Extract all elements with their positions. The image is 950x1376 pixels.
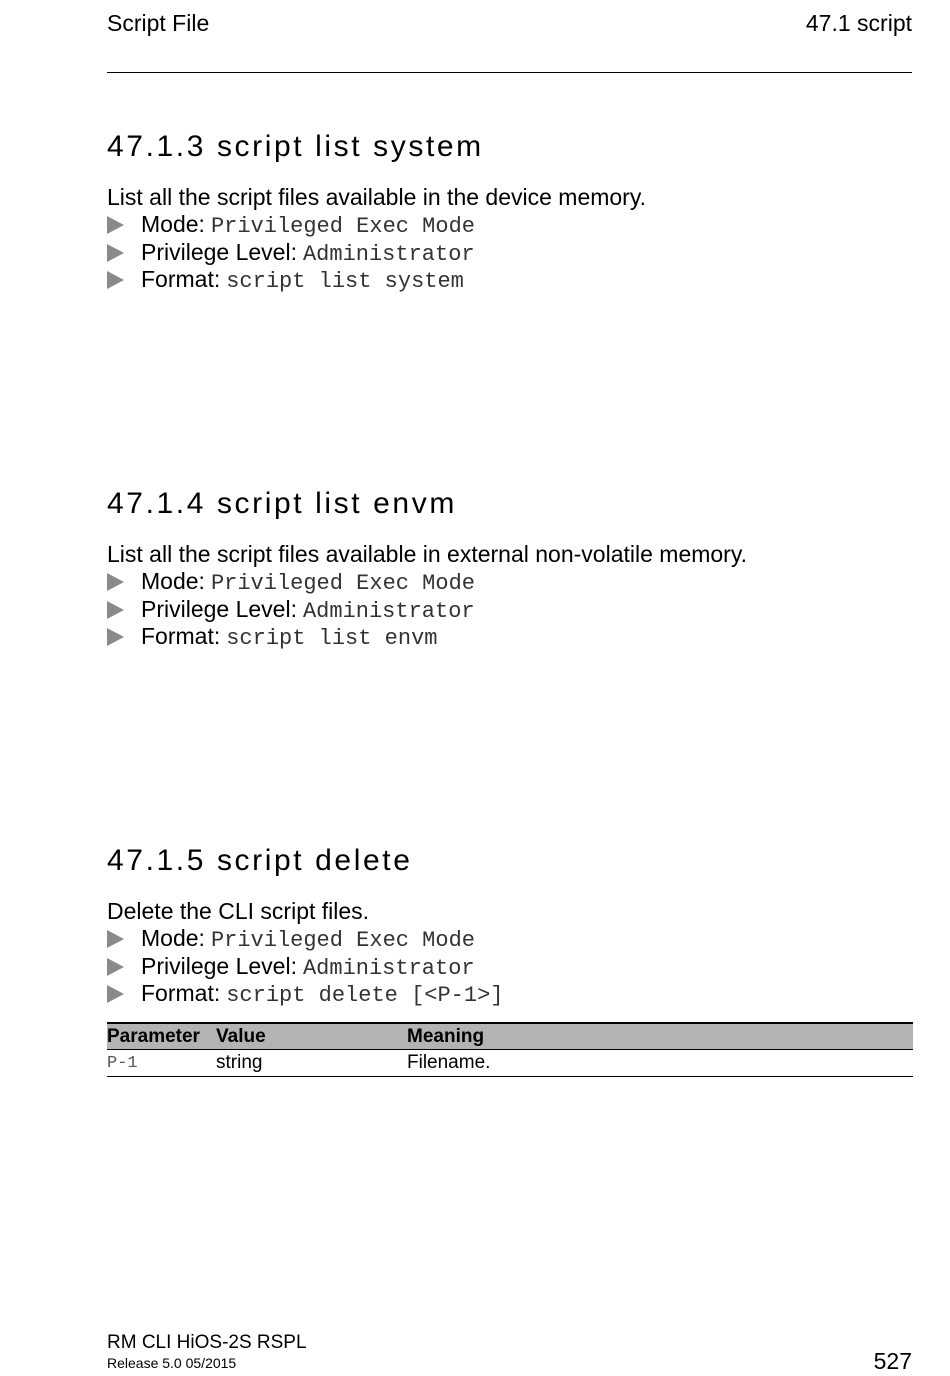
- triangle-bullet-icon: [107, 271, 124, 289]
- format-bullet: [107, 266, 912, 294]
- triangle-bullet-icon: [107, 216, 124, 234]
- mode-value: Privileged Exec Mode: [210, 928, 475, 953]
- document-title: RM CLI HiOS-2S RSPL: [107, 1332, 307, 1353]
- triangle-bullet-icon: [107, 628, 124, 646]
- format-bullet: [107, 623, 912, 651]
- privilege-label: Privilege Level:: [141, 238, 297, 265]
- mode-label: Mode:: [141, 568, 205, 594]
- privilege-value: Administrator: [302, 955, 475, 981]
- value-cell: string: [216, 1050, 407, 1077]
- triangle-bullet-icon: [107, 930, 124, 948]
- mode-value: Privileged Exec Mode: [210, 571, 475, 596]
- table-row: [107, 1050, 913, 1077]
- privilege-bullet: [107, 596, 912, 624]
- format-bullet: [107, 980, 912, 1008]
- header-divider: [107, 72, 912, 73]
- mode-label: Mode:: [141, 925, 205, 951]
- triangle-bullet-icon: [107, 244, 124, 262]
- triangle-bullet-icon: [107, 601, 124, 619]
- section-heading: 47.1.4 script list envm: [107, 487, 457, 520]
- section-description: List all the script files available in external non-volatile memory.: [107, 541, 748, 567]
- column-header-value: Value: [216, 1023, 407, 1050]
- table-header-row: [107, 1023, 913, 1050]
- format-label: Format:: [141, 623, 221, 649]
- privilege-bullet: [107, 239, 912, 267]
- parameter-cell: P-1: [107, 1050, 216, 1077]
- mode-value: Privileged Exec Mode: [210, 214, 475, 239]
- mode-label: Mode:: [141, 211, 205, 237]
- section-script-list-envm: [107, 486, 912, 651]
- privilege-bullet: [107, 953, 912, 981]
- section-heading: 47.1.5 script delete: [107, 844, 413, 877]
- section-script-list-system: [107, 129, 912, 294]
- triangle-bullet-icon: [107, 985, 124, 1003]
- section-script-delete: [107, 843, 912, 1008]
- format-value: script list system: [226, 269, 464, 294]
- triangle-bullet-icon: [107, 958, 124, 976]
- format-label: Format:: [141, 980, 221, 1006]
- privilege-label: Privilege Level:: [141, 595, 297, 622]
- privilege-value: Administrator: [302, 598, 475, 624]
- mode-bullet: [107, 568, 912, 596]
- format-value: script delete [<P-1>]: [226, 983, 504, 1008]
- release-info: Release 5.0 05/2015: [107, 1355, 237, 1371]
- column-header-meaning: Meaning: [407, 1023, 913, 1050]
- section-description: List all the script files available in the device memory.: [107, 184, 647, 210]
- page-number: 527: [873, 1348, 912, 1374]
- section-reference: 47.1 script: [805, 10, 912, 36]
- page-header: [107, 10, 912, 42]
- privilege-label: Privilege Level:: [141, 952, 297, 979]
- triangle-bullet-icon: [107, 573, 124, 591]
- section-heading: 47.1.3 script list system: [107, 130, 484, 163]
- format-label: Format:: [141, 266, 221, 292]
- privilege-value: Administrator: [302, 241, 475, 267]
- format-value: script list envm: [226, 626, 438, 651]
- section-description: Delete the CLI script files.: [107, 898, 370, 924]
- chapter-title: Script File: [107, 10, 210, 36]
- column-header-parameter: Parameter: [107, 1023, 216, 1050]
- page-footer: [107, 1332, 307, 1372]
- meaning-cell: Filename.: [407, 1050, 913, 1077]
- mode-bullet: [107, 211, 912, 239]
- parameter-table: [107, 1022, 913, 1077]
- mode-bullet: [107, 925, 912, 953]
